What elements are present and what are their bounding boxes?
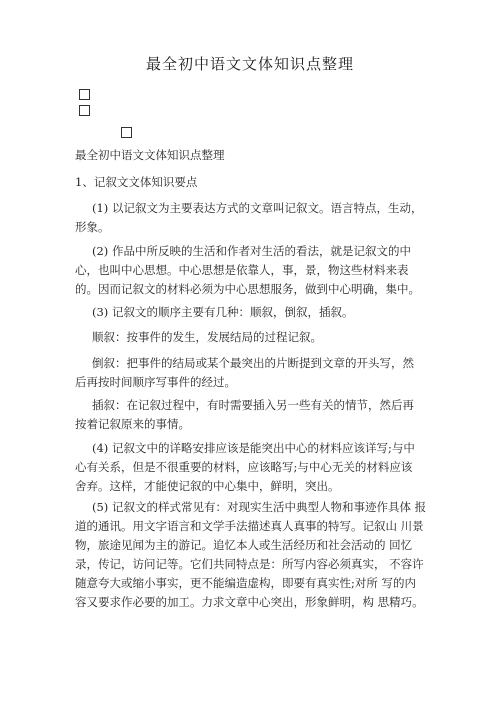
paragraph-3: (3) 记叙文的顺序主要有几种：顺叙，倒叙，插叙。 xyxy=(92,305,354,319)
paragraph-2: (2) 作品中所反映的生活和作者对生活的看法，就是记叙文的中 心，也叫中心思想。中心思想是依靠人，事，景，物这些材料来表 的。因而记叙文的材料必须为中心思想服务，做到中心明确，集中。 xyxy=(75,244,420,296)
paragraph-6: 插叙：在记叙过程中，有时需要插入另一些有关的情节，然后再 按着记叙原来的事情。 xyxy=(75,398,414,431)
paragraph-4: 顺叙：按事件的发生，发展结局的过程记叙。 xyxy=(92,330,322,344)
paragraph-7: (4) 记叙文中的详略安排应该是能突出中心的材料应该详写;与中 心有关系，但是不很重要的材料，应该略写;与中心无关的材料应该 舍弃。这样，才能使记叙的中心集中，鲜明，突出。 xyxy=(75,441,415,493)
placeholder-box-2 xyxy=(79,105,90,116)
paragraph-1: (1) 以记叙文为主要表达方式的文章叫记叙文。语言特点，生动， 形象。 xyxy=(75,201,423,234)
placeholder-box-3 xyxy=(121,127,132,138)
paragraph-8: (5) 记叙文的样式常见有：对现实生活中典型人物和事迹作具体 报 道的通讯。用文字语言和文学手法描述真人真事的特写。记叙山 川景 物，旅途见闻为主的游记。追忆本人或生活经历和社会活动的 回忆 录，传记，访问记等。它们共同特点是：所写内容必须真实， 不容许 随意夸大或缩小事实，更不能编造虚构，即要有真实性;对所 写的内 容又要求作必要的加工。力求文章中心突出，形象鲜明，构 思精巧。 xyxy=(75,500,427,609)
subtitle: 最全初中语文文体知识点整理 xyxy=(75,148,225,162)
paragraph-5: 倒叙：把事件的结局或某个最突出的片断提到文章的开头写，然 后再按时间顺序写事件的经过。 xyxy=(75,356,414,389)
document-title: 最全初中语文文体知识点整理 xyxy=(145,55,354,73)
placeholder-box-1 xyxy=(79,89,90,100)
section-heading: 1、记叙文文体知识要点 xyxy=(75,175,198,189)
